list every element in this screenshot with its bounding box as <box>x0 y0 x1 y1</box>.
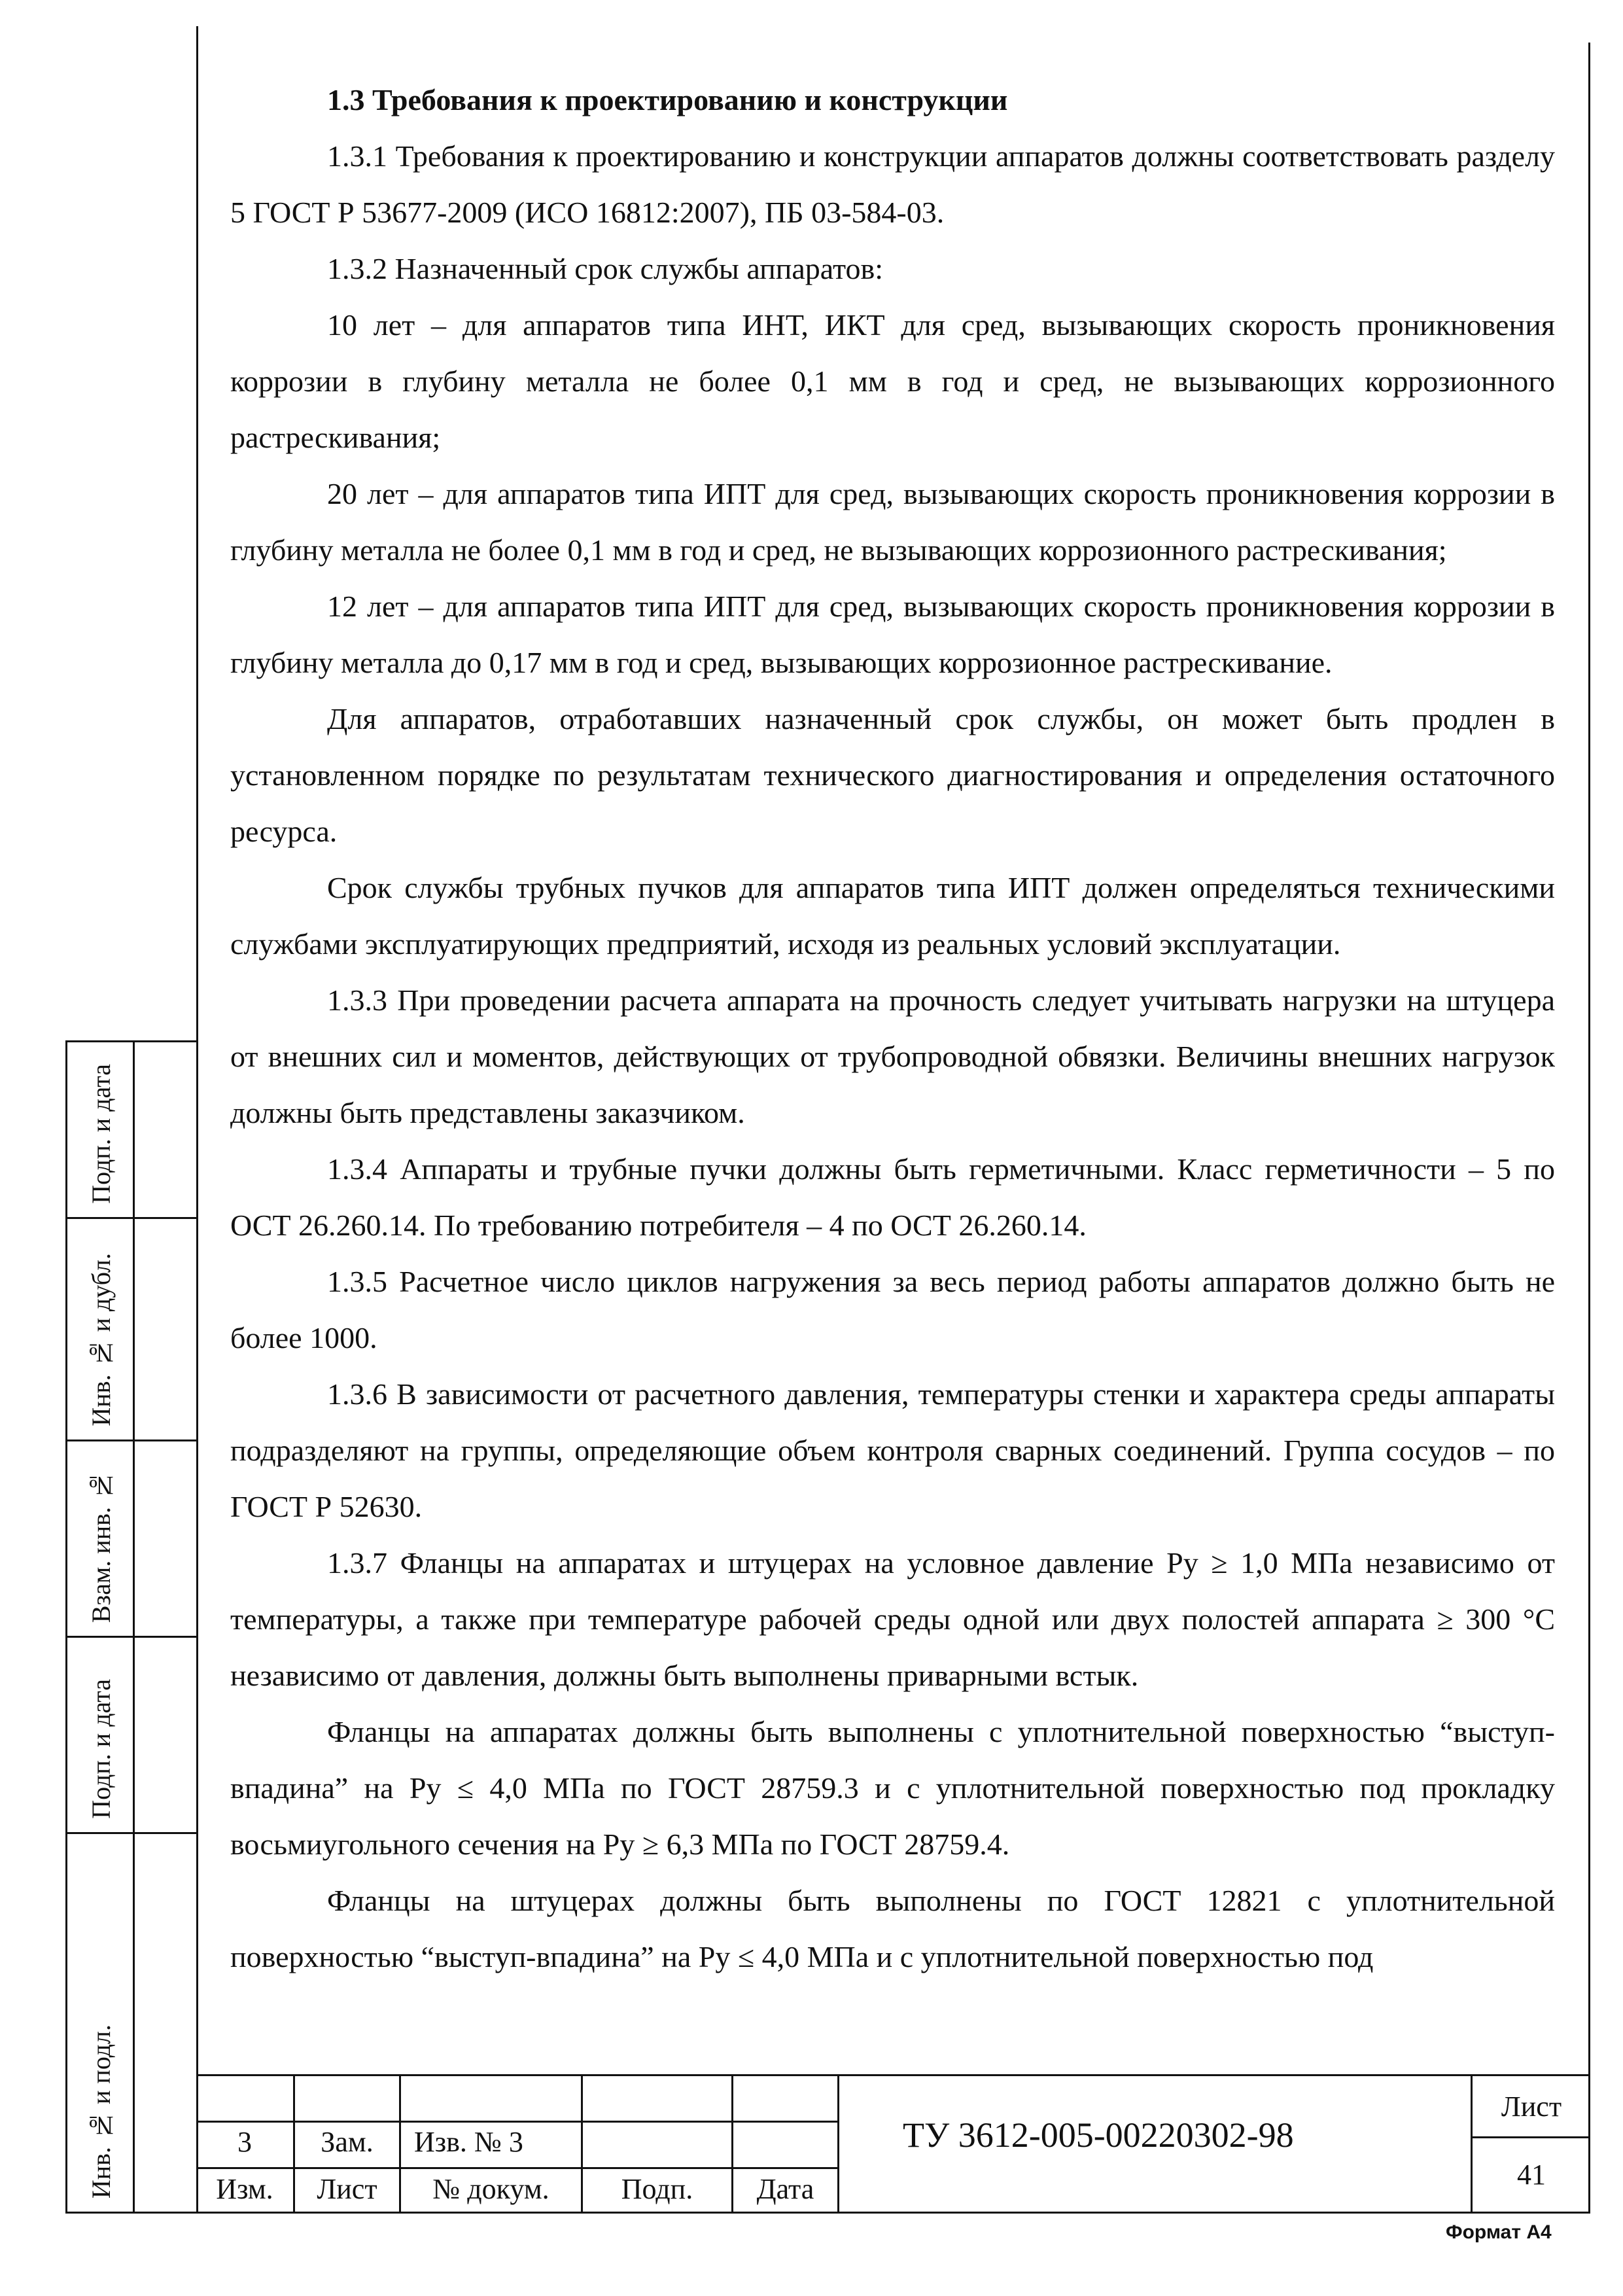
tb-line-row1 <box>196 2121 837 2123</box>
title-block <box>196 2074 1590 2214</box>
rev-change: Зам. <box>321 2126 374 2158</box>
rev-number: 3 <box>237 2126 252 2158</box>
side-cell-podp-data-2 <box>67 1636 198 1832</box>
col-doc: № докум. <box>432 2173 550 2205</box>
paragraph-1-3-2: 1.3.2 Назначенный срок службы аппаратов: <box>327 252 884 285</box>
paragraph-1-3-6: 1.3.6 В зависимости от расчетного давления, температуры стенки и характера среды аппараты подразделяют на группы, определяющие объем контроля сварных соединений. Группа сосудов – по ГОСТ Р 52630. <box>230 1377 1555 1523</box>
sheet-number: 41 <box>1517 2159 1546 2191</box>
side-label-podp-data-2: Подп. и дата <box>86 1679 116 1819</box>
paragraph-12-years: 12 лет – для аппаратов типа ИПТ для сред, вызывающих скорость проникновения коррозии в глубину металла до 0,17 мм в год и сред, вызывающих коррозионное растрескивание. <box>230 590 1555 679</box>
tb-line-row2 <box>196 2167 837 2169</box>
tb-col-5 <box>837 2074 839 2214</box>
paragraph-1-3-3: 1.3.3 При проведении расчета аппарата на прочность следует учитывать нагрузки на штуцера от внешних сил и моментов, действующих от трубопроводной обвязки. Величины внешних нагрузок должны быть представлены заказчиком. <box>230 983 1555 1129</box>
paragraph-1-3-7: 1.3.7 Фланцы на аппаратах и штуцерах на условное давление Ру ≥ 1,0 МПа независимо от температуры, а также при температуре рабочей среды одной или двух полостей аппарата ≥ 300 °С независимо от давления, должны быть выполнены приварными встык. <box>230 1546 1555 1692</box>
paragraph-20-years: 20 лет – для аппаратов типа ИПТ для сред, вызывающих скорость проникновения коррозии в глубину металла не более 0,1 мм в год и сред, не вызывающих коррозионного растрескивания; <box>230 477 1555 567</box>
side-cell-inv-dubl <box>67 1217 198 1439</box>
side-label-podp-data-1: Подп. и дата <box>86 1064 116 1204</box>
paragraph-tube-bundles: Срок службы трубных пучков для аппаратов типа ИПТ должен определяться техническими службами эксплуатирующих предприятий, исходя из реальных условий эксплуатации. <box>230 871 1555 961</box>
paragraph-1-3-1: 1.3.1 Требования к проектированию и конструкции аппаратов должны соответствовать разделу 5 ГОСТ Р 53677-2009 (ИСО 16812:2007), ПБ 03-584-03. <box>230 139 1555 229</box>
side-strip <box>65 1040 196 2212</box>
side-cell-podp-data-1 <box>67 1040 198 1217</box>
col-izm: Изм. <box>216 2173 273 2205</box>
paragraph-1-3-5: 1.3.5 Расчетное число циклов нагружения за весь период работы аппаратов должно быть не более 1000. <box>230 1265 1555 1354</box>
document-body <box>230 72 1555 1985</box>
format-label: Формат А4 <box>1446 2221 1552 2243</box>
paragraph-nozzle-flanges: Фланцы на штуцерах должны быть выполнены по ГОСТ 12821 с уплотнительной поверхностью “выступ-впадина” на Ру ≤ 4,0 МПа и с уплотнительной поверхностью под <box>230 1884 1555 1973</box>
tb-line-top <box>196 2074 1590 2076</box>
paragraph-apparatus-flanges: Фланцы на аппаратах должны быть выполнены с уплотнительной поверхностью “выступ-впадина” на Ру ≤ 4,0 МПа по ГОСТ 28759.3 и с уплотнительной поверхностью под прокладку восьмиугольного сечения на Ру ≥ 6,3 МПа по ГОСТ 28759.4. <box>230 1715 1555 1861</box>
col-data: Дата <box>756 2173 814 2205</box>
sheet-label: Лист <box>1501 2091 1562 2123</box>
side-label-inv-podl: Инв. № и подл. <box>86 2024 116 2199</box>
side-label-vzam-inv: Взам. инв. № <box>86 1470 116 1623</box>
side-cell-inv-podl <box>67 1832 198 2212</box>
paragraph-extension: Для аппаратов, отработавших назначенный срок службы, он может быть продлен в установленном порядке по результатам технического диагностирования и определения остаточного ресурса. <box>230 702 1555 848</box>
col-podp: Подп. <box>621 2173 693 2205</box>
side-cell-vzam-inv <box>67 1439 198 1636</box>
paragraph-1-3-4: 1.3.4 Аппараты и трубные пучки должны быть герметичными. Класс герметичности – 5 по ОСТ 26.260.14. По требованию потребителя – 4 по ОСТ 26.260.14. <box>230 1152 1555 1242</box>
tb-line-sheet <box>1471 2136 1590 2138</box>
paragraph-10-years: 10 лет – для аппаратов типа ИНТ, ИКТ для сред, вызывающих скорость проникновения коррозии в глубину металла не более 0,1 мм в год и сред, не вызывающих коррозионного растрескивания; <box>230 308 1555 454</box>
rev-notice: Изв. № 3 <box>414 2126 523 2158</box>
col-list: Лист <box>317 2173 377 2205</box>
document-code: ТУ 3612-005-00220302-98 <box>903 2115 1294 2155</box>
side-label-inv-dubl: Инв. № и дубл. <box>86 1253 116 1426</box>
frame-right-line <box>1588 43 1590 2212</box>
section-heading: 1.3 Требования к проектированию и конструкции <box>327 83 1008 116</box>
